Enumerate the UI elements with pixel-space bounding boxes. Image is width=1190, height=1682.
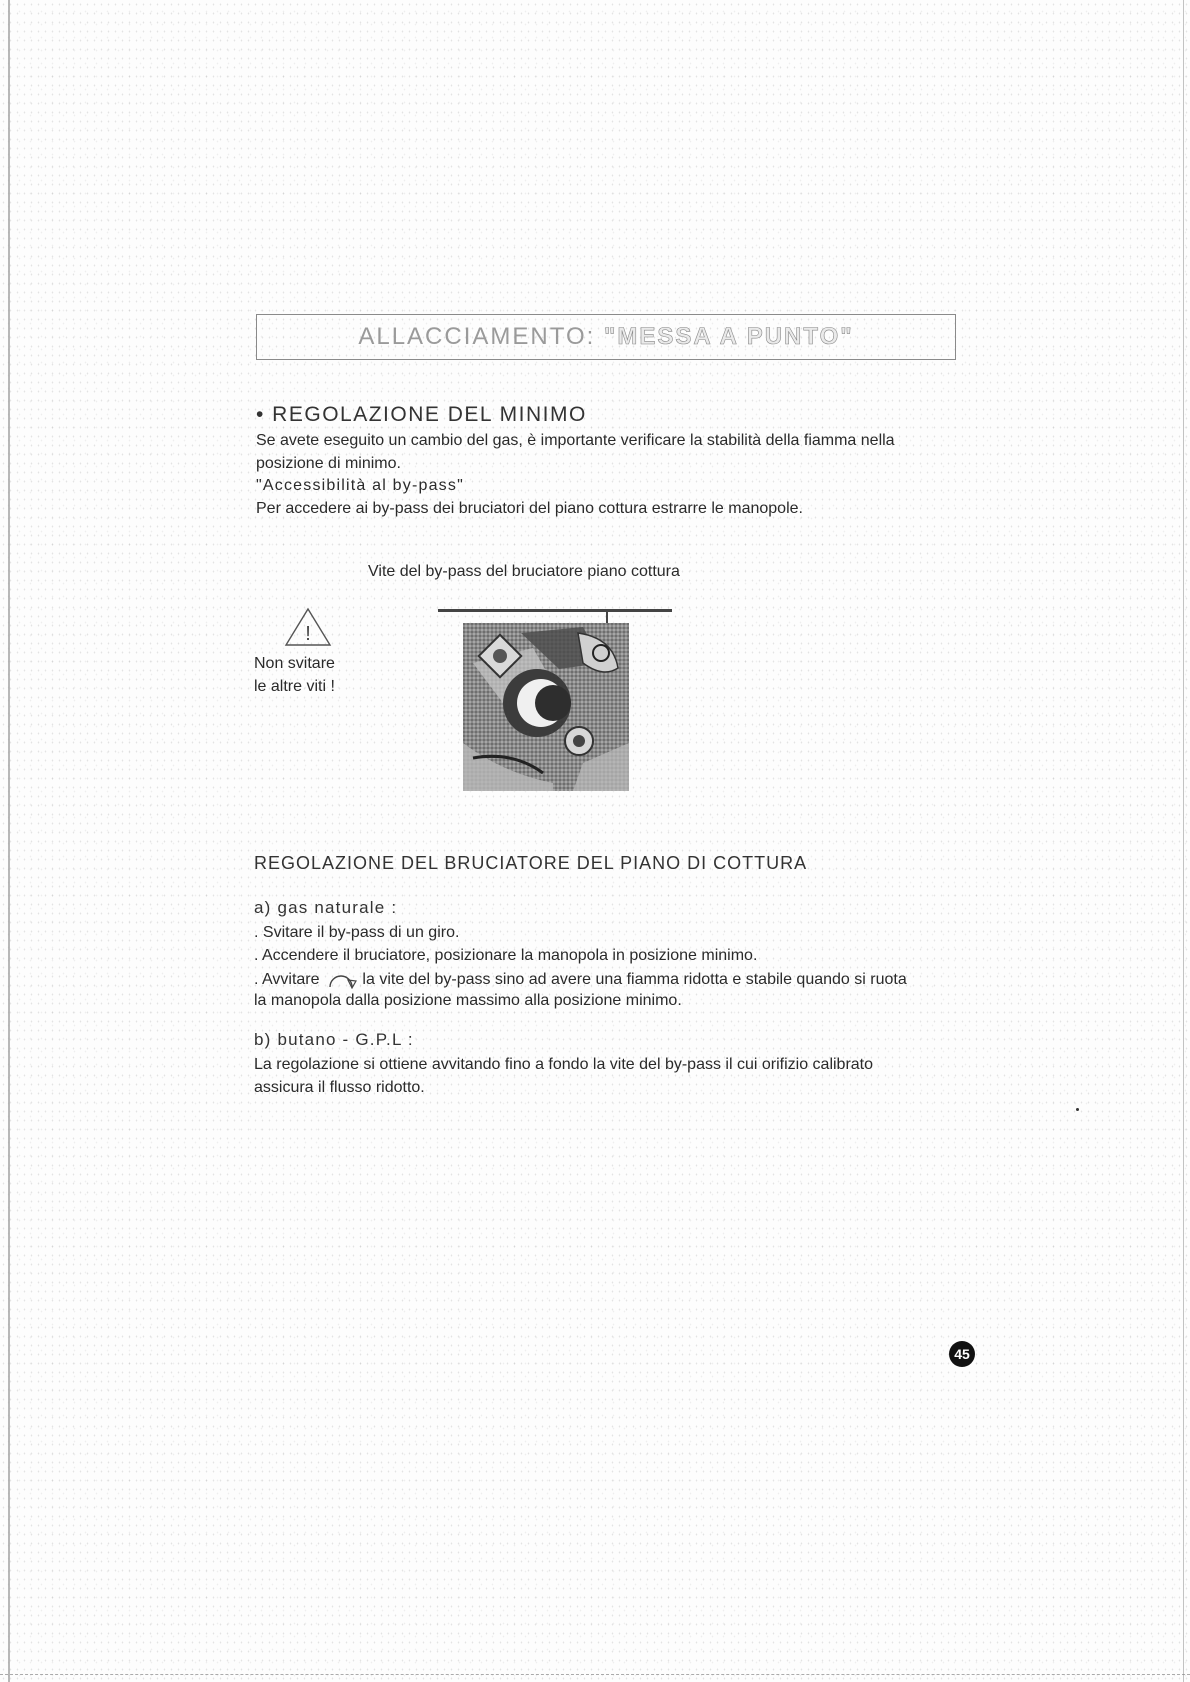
svg-text:!: ! bbox=[305, 623, 311, 645]
paragraph-line: La regolazione si ottiene avvitando fino a fondo la vite del by-pass il cui orifizio calibrato bbox=[254, 1056, 874, 1073]
warning-triangle-icon bbox=[283, 606, 333, 648]
paragraph-line: assicura il flusso ridotto. bbox=[254, 1079, 425, 1096]
paragraph-line: posizione di minimo. bbox=[256, 455, 401, 472]
warning-note bbox=[254, 652, 335, 698]
step-line: la manopola dalla posizione massimo alla posizione minimo. bbox=[254, 992, 682, 1009]
page-title bbox=[358, 323, 853, 351]
section-heading-minimo: • REGOLAZIONE DEL MINIMO bbox=[256, 403, 587, 426]
butano-label: b) butano - G.P.L : bbox=[254, 1030, 414, 1049]
caption-leader-line bbox=[438, 609, 672, 612]
section-heading-bruciatore: REGOLAZIONE DEL BRUCIATORE DEL PIANO DI COTTURA bbox=[254, 853, 808, 873]
warning-line: Non svitare bbox=[254, 655, 335, 672]
step-line: . Accendere il bruciatore, posizionare la manopola in posizione minimo. bbox=[254, 947, 758, 964]
page-number-badge: 45 bbox=[949, 1341, 975, 1367]
title-emphasis: "MESSA A PUNTO" bbox=[603, 323, 854, 350]
figure-caption: Vite del by-pass del bruciatore piano cottura bbox=[368, 563, 680, 580]
paragraph-line: Per accedere ai by-pass dei bruciatori del piano cottura estrarre le manopole. bbox=[256, 500, 803, 517]
scan-speck bbox=[1076, 1108, 1079, 1111]
accessibility-subtitle: "Accessibilità al by-pass" bbox=[256, 477, 464, 494]
title-box bbox=[256, 314, 956, 360]
step-text: la vite del by-pass sino ad avere una fiamma ridotta e stabile quando si ruota bbox=[362, 971, 907, 988]
clockwise-rotation-icon bbox=[324, 967, 358, 989]
scan-edge-right bbox=[1183, 0, 1184, 1682]
title-prefix: ALLACCIAMENTO: bbox=[358, 323, 596, 350]
step-text: . Avvitare bbox=[254, 971, 320, 988]
burner-bypass-photo bbox=[463, 623, 629, 791]
scan-edge-left bbox=[8, 0, 10, 1682]
scan-edge-bottom bbox=[0, 1674, 1190, 1676]
step-line bbox=[254, 967, 907, 991]
warning-line: le altre viti ! bbox=[254, 678, 335, 695]
paragraph-line: Se avete eseguito un cambio del gas, è importante verificare la stabilità della fiamma nella bbox=[256, 432, 895, 449]
gas-naturale-label: a) gas naturale : bbox=[254, 898, 398, 917]
step-line: . Svitare il by-pass di un giro. bbox=[254, 924, 460, 941]
